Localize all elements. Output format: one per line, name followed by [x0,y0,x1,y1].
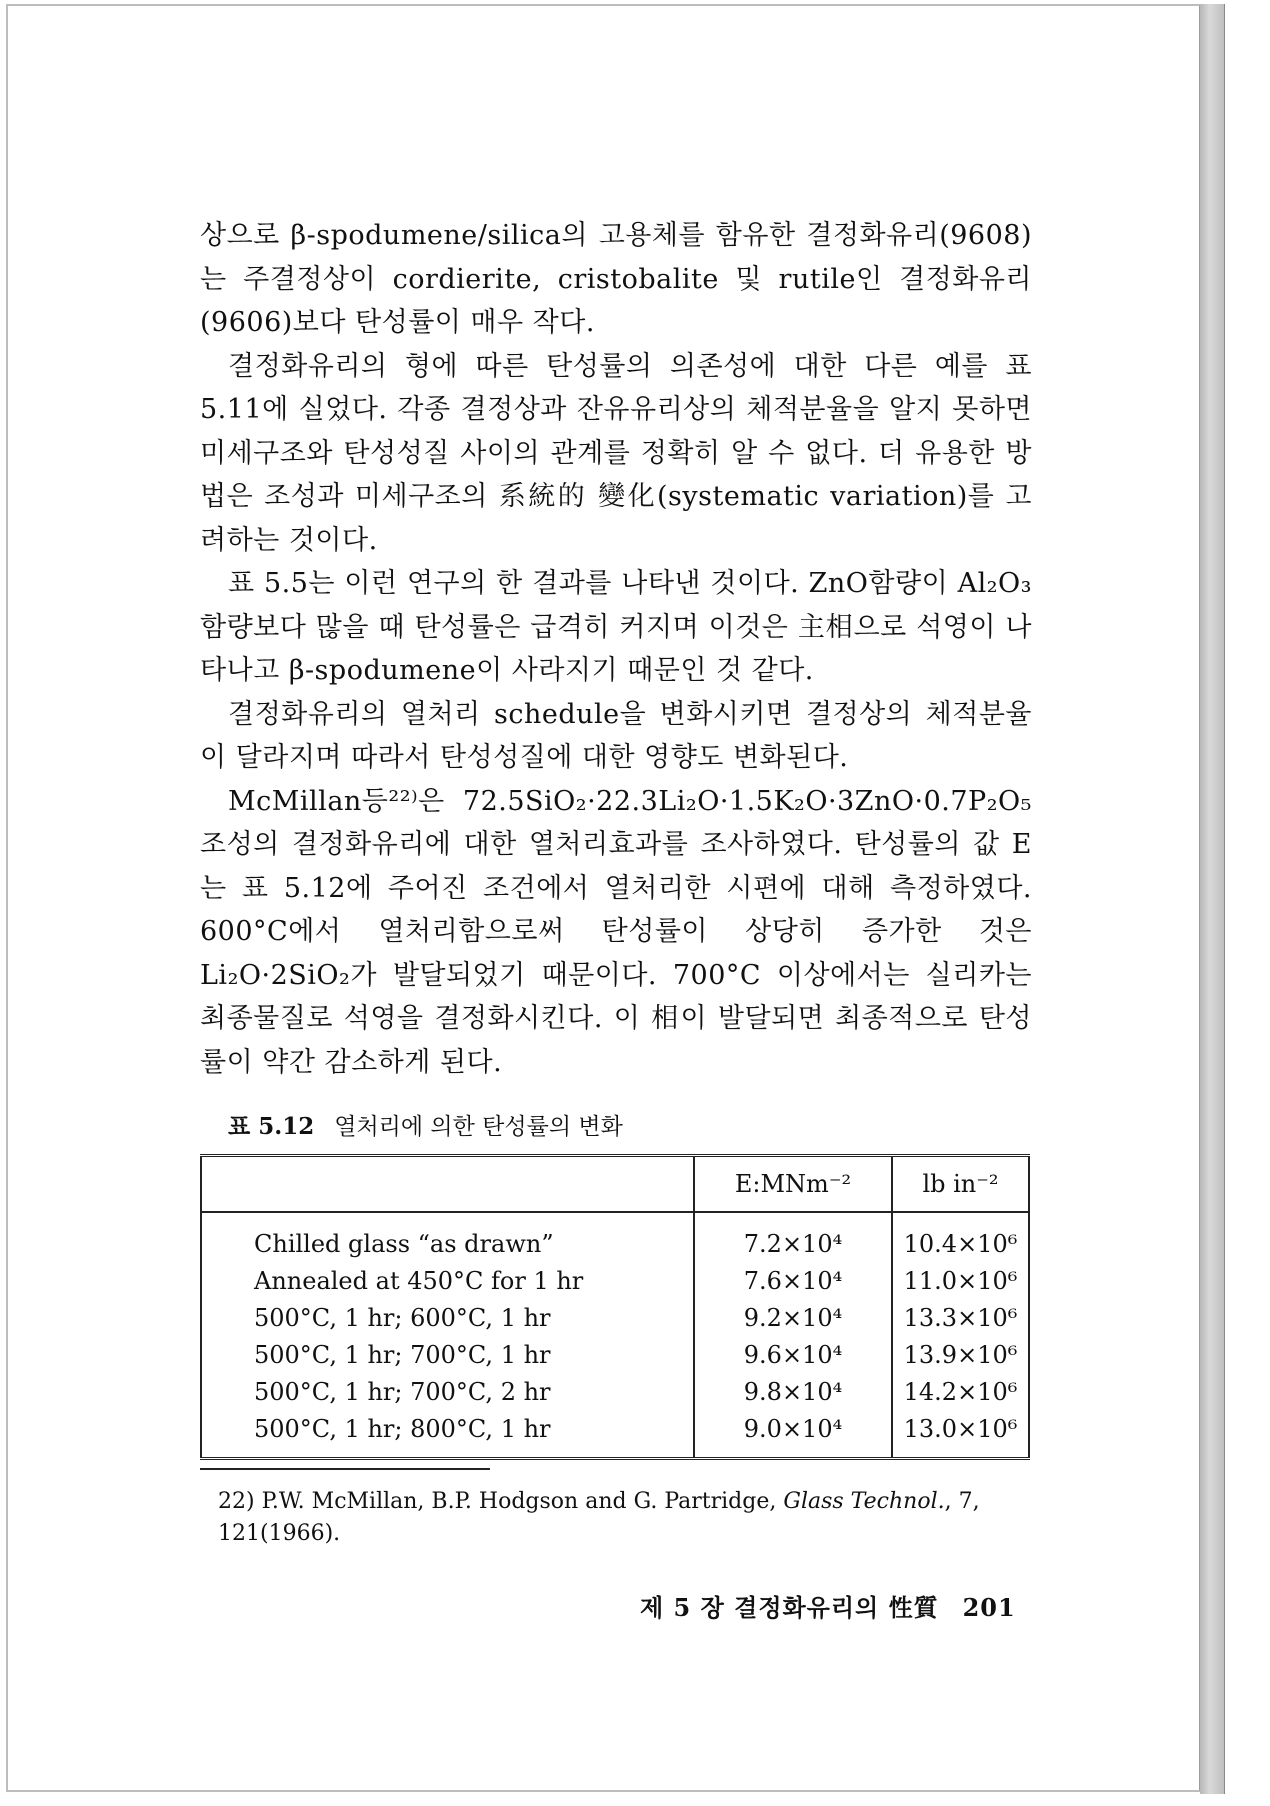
cell-lb-in: 10.4×10⁶ [892,1212,1029,1262]
paragraph-3: 표 5.5는 이런 연구의 한 결과를 나타낸 것이다. ZnO함량이 Al₂O₃함량보다 많을 때 탄성률은 급격히 커지며 이것은 主相으로 석영이 나타나고 β-spodumene이 사라지기 때문인 것 같다. [200,568,1032,686]
table-caption-text: 열처리에 의한 탄성률의 변화 [334,1114,623,1140]
cell-condition: Chilled glass “as drawn” [201,1212,694,1262]
footnote-marker: 22) [218,1489,255,1514]
table-row [201,1212,1029,1262]
header-condition [201,1156,694,1213]
running-footer [640,1588,1016,1623]
cell-condition: Annealed at 450°C for 1 hr [201,1262,694,1299]
table-row [201,1410,1029,1459]
cell-e-mnm: 7.6×10⁴ [694,1262,892,1299]
footnote-rest: , 7, 121(1966). [218,1489,980,1546]
paragraph-4: 결정화유리의 열처리 schedule을 변화시키면 결정상의 체적분율이 달라지며 따라서 탄성성질에 대한 영향도 변화된다. [200,698,1032,773]
cell-lb-in: 14.2×10⁶ [892,1373,1029,1410]
table-number: 표 5.12 [228,1113,315,1140]
cell-condition: 500°C, 1 hr; 800°C, 1 hr [201,1410,694,1459]
page-number: 201 [962,1593,1016,1622]
page-edge [1200,4,1225,1794]
cell-lb-in: 13.0×10⁶ [892,1410,1029,1459]
cell-condition: 500°C, 1 hr; 600°C, 1 hr [201,1299,694,1336]
footnote-rule [200,1468,490,1470]
table-row [201,1336,1029,1373]
cell-e-mnm: 9.2×10⁴ [694,1299,892,1336]
cell-e-mnm: 7.2×10⁴ [694,1212,892,1262]
cell-condition: 500°C, 1 hr; 700°C, 1 hr [201,1336,694,1373]
table-caption [228,1108,623,1141]
paragraph-2: 결정화유리의 형에 따른 탄성률의 의존성에 대한 다른 예를 표 5.11에 실었다. 각종 결정상과 잔유유리상의 체적분율을 알지 못하면 미세구조와 탄성성질 사이의 관계를 정확히 알 수 없다. 더 유용한 방법은 조성과 미세구조의 系統的 變化(systematic variation)를 고려하는 것이다. [200,350,1032,556]
body-text [200,214,1032,1084]
elastic-modulus-table [200,1154,1030,1460]
table-header-row [201,1156,1029,1213]
paragraph-5: McMillan등²²⁾은 72.5SiO₂·22.3Li₂O·1.5K₂O·3ZnO·0.7P₂O₅ 조성의 결정화유리에 대한 열처리효과를 조사하였다. 탄성률의 값 E는 표 5.12에 주어진 조건에서 열처리한 시편에 대해 측정하였다. 600°C에서 열처리함으로써 탄성률이 상당히 증가한 것은 Li₂O·2SiO₂가 발달되었기 때문이다. 700°C 이상에서는 실리카는 최종물질로 석영을 결정화시킨다. 이 相이 발달되면 최종적으로 탄성률이 약간 감소하게 된다. [200,785,1032,1078]
cell-lb-in: 11.0×10⁶ [892,1262,1029,1299]
cell-condition: 500°C, 1 hr; 700°C, 2 hr [201,1373,694,1410]
cell-e-mnm: 9.0×10⁴ [694,1410,892,1459]
header-lb-in: lb in⁻² [892,1156,1029,1213]
paragraph-1: 상으로 β-spodumene/silica의 고용체를 함유한 결정화유리(9608)는 주결정상이 cordierite, cristobalite 및 rutile인 결정화유리(9606)보다 탄성률이 매우 작다. [200,220,1032,338]
cell-lb-in: 13.9×10⁶ [892,1336,1029,1373]
cell-e-mnm: 9.8×10⁴ [694,1373,892,1410]
table-row [201,1262,1029,1299]
cell-e-mnm: 9.6×10⁴ [694,1336,892,1373]
cell-lb-in: 13.3×10⁶ [892,1299,1029,1336]
footnote [218,1486,1018,1550]
footnote-authors: P.W. McMillan, B.P. Hodgson and G. Partridge, [261,1489,777,1514]
table-row [201,1299,1029,1336]
table-row [201,1373,1029,1410]
header-e-mnm: E:MNm⁻² [694,1156,892,1213]
chapter-title: 제 5 장 결정화유리의 性質 [640,1593,939,1622]
footnote-journal: Glass Technol. [783,1489,945,1514]
